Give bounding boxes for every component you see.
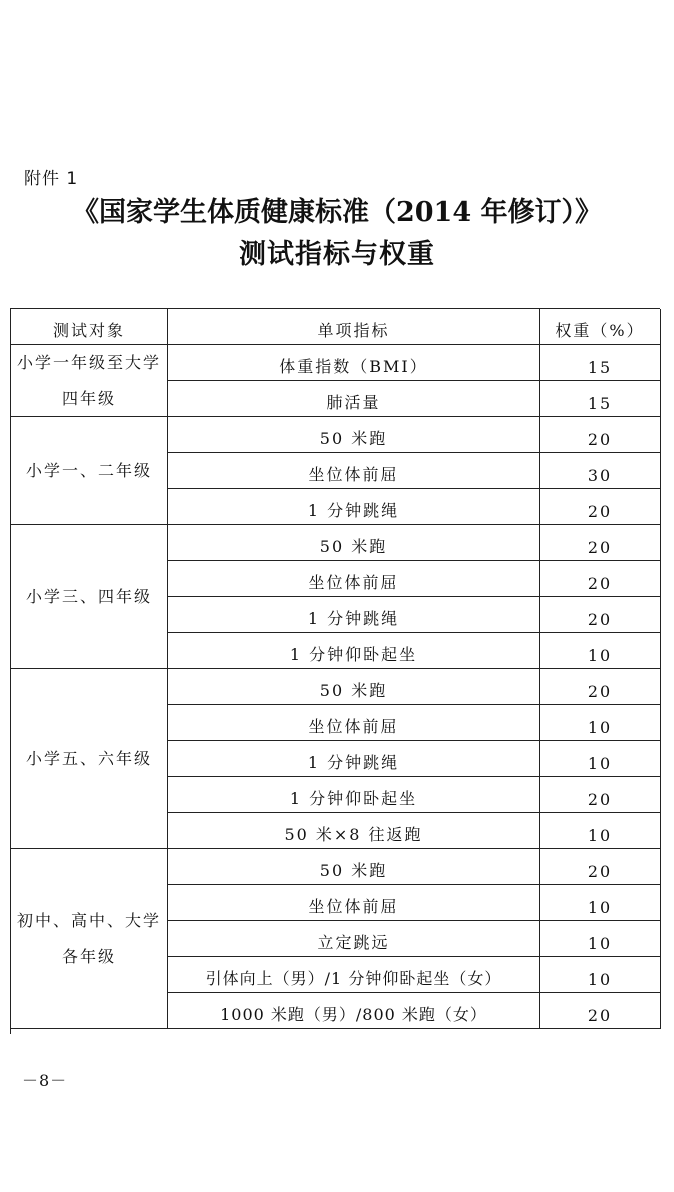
weight-cell: 10 <box>540 633 661 669</box>
header-target: 测试对象 <box>11 309 168 345</box>
indicator-cell: 1000 米跑（男）/800 米跑（女） <box>168 993 540 1029</box>
weight-cell: 10 <box>540 921 661 957</box>
weight-cell: 20 <box>540 777 661 813</box>
weight-cell: 20 <box>540 597 661 633</box>
weight-cell: 20 <box>540 489 661 525</box>
indicator-cell: 50 米跑 <box>168 417 540 453</box>
page-number: －8－ <box>22 1071 68 1090</box>
weight-cell: 10 <box>540 741 661 777</box>
indicator-cell: 坐位体前屈 <box>168 705 540 741</box>
document-title: 《国家学生体质健康标准（2014 年修订）》 <box>71 197 603 228</box>
weight-cell: 20 <box>540 417 661 453</box>
weight-cell: 15 <box>540 381 661 417</box>
indicator-cell: 引体向上（男）/1 分钟仰卧起坐（女） <box>168 957 540 993</box>
group-target: 初中、高中、大学各年级 <box>11 849 168 1029</box>
group-target: 小学一、二年级 <box>11 417 168 525</box>
attachment-label: 附件 1 <box>24 169 79 189</box>
group-target: 小学一年级至大学四年级 <box>11 345 168 417</box>
indicator-cell: 50 米×8 往返跑 <box>168 813 540 849</box>
weight-cell: 10 <box>540 813 661 849</box>
weight-cell: 20 <box>540 525 661 561</box>
group-target: 小学五、六年级 <box>11 669 168 849</box>
indicator-cell: 1 分钟仰卧起坐 <box>168 777 540 813</box>
weights-table <box>10 308 660 1034</box>
indicator-cell: 坐位体前屈 <box>168 453 540 489</box>
weight-cell: 15 <box>540 345 661 381</box>
weight-cell: 10 <box>540 705 661 741</box>
weight-cell: 20 <box>540 993 661 1029</box>
weight-cell: 20 <box>540 849 661 885</box>
weight-cell: 20 <box>540 561 661 597</box>
indicator-cell: 1 分钟仰卧起坐 <box>168 633 540 669</box>
weight-cell: 20 <box>540 669 661 705</box>
header-weight: 权重（%） <box>540 309 661 345</box>
indicator-cell: 坐位体前屈 <box>168 561 540 597</box>
indicator-cell: 1 分钟跳绳 <box>168 741 540 777</box>
group-target: 小学三、四年级 <box>11 525 168 669</box>
document-subtitle: 测试指标与权重 <box>239 239 435 270</box>
indicator-cell: 50 米跑 <box>168 669 540 705</box>
weight-cell: 10 <box>540 957 661 993</box>
indicator-cell: 肺活量 <box>168 381 540 417</box>
indicator-cell: 50 米跑 <box>168 525 540 561</box>
indicator-cell: 体重指数（BMI） <box>168 345 540 381</box>
indicator-cell: 1 分钟跳绳 <box>168 597 540 633</box>
indicator-cell: 坐位体前屈 <box>168 885 540 921</box>
indicator-cell: 50 米跑 <box>168 849 540 885</box>
indicator-cell: 立定跳远 <box>168 921 540 957</box>
weight-cell: 30 <box>540 453 661 489</box>
weight-cell: 10 <box>540 885 661 921</box>
indicator-cell: 1 分钟跳绳 <box>168 489 540 525</box>
header-indicator: 单项指标 <box>168 309 540 345</box>
